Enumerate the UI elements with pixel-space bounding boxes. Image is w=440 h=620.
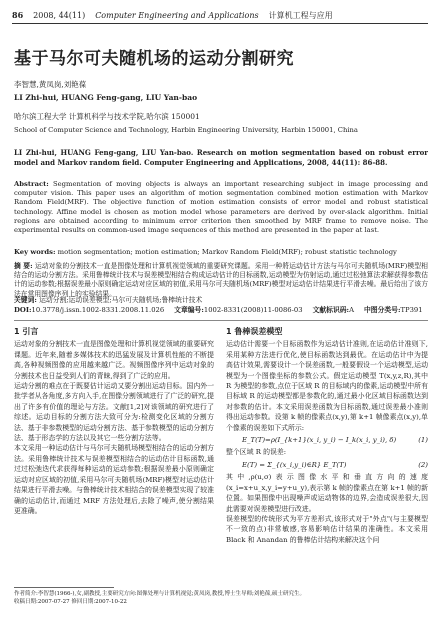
article-no-label: 文章编号: — [174, 306, 204, 314]
footnote-dates: 收稿日期:2007-07-27 修回日期:2007-10-22 — [14, 599, 127, 605]
intro-heading: 1 引言 — [14, 327, 39, 336]
equation-1-number: (1) — [418, 436, 428, 445]
abstract-en — [14, 180, 428, 235]
keywords-cn-label: 关键词: — [14, 296, 37, 304]
section-paragraph-2: 整个区域 R 的误差: — [226, 448, 287, 457]
abstract-cn-text: 运动对象的分割技术一直是图像处理和计算机视觉领域的重要研究课题。采用一种將运动估计方法与马尔可夫随机场(MRF)模型相结合的运动分割方法。采用鲁棒统计技术与误差模型相结合构成运动估计的目标函数,运动模型为仿射运动,通过过松弛算法求解获得参数估计的运动参数;根据误差最小原则确定运动对应区域的初值,采用马尔可夫随机场(MRF)模型对运动估计结果进行平滑去噪。最后给出了该方法在常用图像序列上的实验结果。 — [14, 262, 428, 298]
doc-code: A — [349, 306, 354, 314]
keywords-cn-text: 运动分割;运动误差模型;马尔可夫随机场;鲁棒统计技术 — [39, 296, 203, 304]
abstract-label: Abstract: — [14, 180, 49, 188]
abstract-rule — [14, 320, 428, 321]
header-rule — [12, 23, 428, 24]
journal-name-en: Computer Engineering and Applications — [95, 10, 259, 20]
footnote — [14, 590, 428, 606]
affiliation-cn: 哈尔滨工程大学 计算机科学与技术学院,哈尔滨 150001 — [14, 112, 200, 121]
keywords-label: Key words: — [14, 248, 56, 256]
equation-2-number: (2) — [418, 460, 428, 469]
section-paragraph-3: 其中,ρ(u,σ)表示图像水平和垂直方向的速度(x_i=x+u_x,y_i=y+u_y),表示第 k 帧的像素点在第 k+1 帧的新位置。如果图像中出现噪声或运动物体的边界,会造成误差很大,因此需要对误差模型进行改进。 — [226, 473, 428, 513]
paper-title: 基于马尔可夫随机场的运动分割研究 — [14, 49, 294, 69]
issue: 2008, 44(11) — [33, 10, 86, 20]
abstract-cn — [14, 262, 428, 299]
section-paragraph-4: 误差模型的传统形式为平方差形式,该形式对于"外点"(与主要模型不一致的点)非常敏感,容易影响估计结果的准确性。本文采用 Black 和 Anandan 的鲁棒估计结构来解决这个问 — [226, 514, 428, 544]
equation-1-body: E_T(T)=ρ(I_{k+1}(x_i, y_i) − I_k(x_i, y_i), δ) — [242, 436, 397, 445]
affiliation-en: School of Computer Science and Technology, Harbin Engineering University, Harbin 150001, China — [14, 126, 358, 134]
footnote-author: 作者简介:李智慧(1966-),女,副教授,主要研究方向:图像处理与计算机视觉;黄凤岗,教授,博士生导师;刘艳葆,硕士研究生。 — [14, 591, 306, 597]
keywords-text: motion segmentation; motion estimation; Markov Random Field(MRF); robust statistic technology — [57, 248, 397, 256]
authors-cn: 李智慧,黄凤岗,刘艳葆 — [14, 80, 87, 89]
intro-paragraph-1: 运动对象的分割技术一直是图像处理和计算机视觉领域的重要研究课题。近年来,随着多媒体技术的迅猛发展及计算机性能的不断提高,各种视频图像的应用越来越广泛。视频图像序列中运动对象的分割技术也日益受到人们的青睐,得到了广泛的应用。 — [14, 340, 214, 380]
abstract-cn-label: 摘 要: — [14, 262, 33, 270]
equation-2 — [226, 460, 428, 470]
article-no: 1002-8331(2008)11-0086-03 — [203, 306, 303, 314]
page-number: 86 — [12, 10, 24, 20]
section-heading: 1 鲁棒误差模型 — [226, 327, 283, 336]
citation: LI Zhi-hui, HUANG Feng-gang, LIU Yan-bao. Research on motion segmentation based on robust error model and Markov random field. Computer Engineering and Applications, 2008, 44(11): 86-88. — [14, 148, 428, 167]
clc: TP391 — [400, 306, 423, 314]
doi: 10.3778/j.issn.1002-8331.2008.11.026 — [31, 306, 165, 314]
journal-name-cn: 计算机工程与应用 — [268, 10, 333, 20]
left-column — [14, 325, 214, 516]
intro-paragraph-3: 本文采用一种运动估计与马尔可夫随机场模型相结合的运动分割方法。采用鲁棒统计技术与误差模型相结合的运动估计目标函数,通过过松弛迭代求获得每种运动的运动参数;根据误差最小原则确定运动对应区域的初值,采用马尔可夫随机场(MRF)模型对运动估计结果进行平滑去噪。与鲁棒统计技术相结合的误差模型实现了较准确的运动估计,而通过 MRF 方法处理后,去除了噪声,使分割结果更准确。 — [14, 444, 214, 515]
authors-en: LI Zhi-hui, HUANG Feng-gang, LIU Yan-bao — [14, 93, 198, 102]
article-meta — [14, 306, 428, 315]
right-column — [226, 325, 428, 545]
keywords-en — [14, 248, 428, 257]
footnote-rule — [14, 587, 114, 588]
running-header — [12, 8, 428, 22]
keywords-cn — [14, 296, 428, 305]
section-paragraph-1: 运动估计需要一个目标函数作为运动估计准则,在运动估计准则下,采用某种方法进行优化,使目标函数达到最优。在运动估计中为提高估计效果,需要设计一个误差函数,一般要假设一个运动模型,运动模型为一个图像坐标的参数公式。假定运动模型 T(x,y,z,R),其中 R 为模型的参数,点位于区域 R 的目标域内的像素,运动模型中所有目标域 R 的运动模型都是参数化的,通过最小化区域目标函数达到对参数的估计。本文采用误差函数为目标函数,通过误差最小准则得出运动参数。设第 k 帧的像素点(x,y),第 k+1 帧像素点(x,y),单个像素的误差如下式所示: — [226, 340, 428, 432]
abstract-text: Segmentation of moving objects is always an important researching subject in image processing and computer vision. This paper uses an algorithm of motion segmentation combined motion estimation with Markov Random Field(MRF). The objective function of motion estimation consists of error model and robust statistical technology. Affine model is chosen as motion model whose parameters are derived by over-slack algorithm. Initial regions are obtained according to minimum error criterion then smoothed by MRF frame to remove noise. The experimental results on common-used image sequences of this method are presented in the paper at last. — [14, 180, 428, 235]
equation-1 — [226, 435, 428, 445]
clc-label: 中图分类号: — [363, 306, 401, 314]
doc-code-label: 文献标识码: — [312, 306, 350, 314]
equation-2-body: E(T) = Σ_{(x_i,y_i)∈R} E_T(T) — [242, 460, 347, 469]
doi-label: DOI: — [14, 306, 32, 314]
intro-paragraph-2: 运动分割的难点在于既要估计运动又要分割出运动目标。国内外一批学者从各角度,多方向入手,在图像分割领域进行了广泛的研究,提出了许多有价值的理论与方法。文献[1,2]对该领域的研究进行了综述。运动目标的分割方法大致可分为:检测变化区域的分割方法、基于非参数模型的运动分割方法、基于参数模型的运动分割方法、基于形态学的方法以及其它一些分割方法等。 — [14, 382, 214, 443]
